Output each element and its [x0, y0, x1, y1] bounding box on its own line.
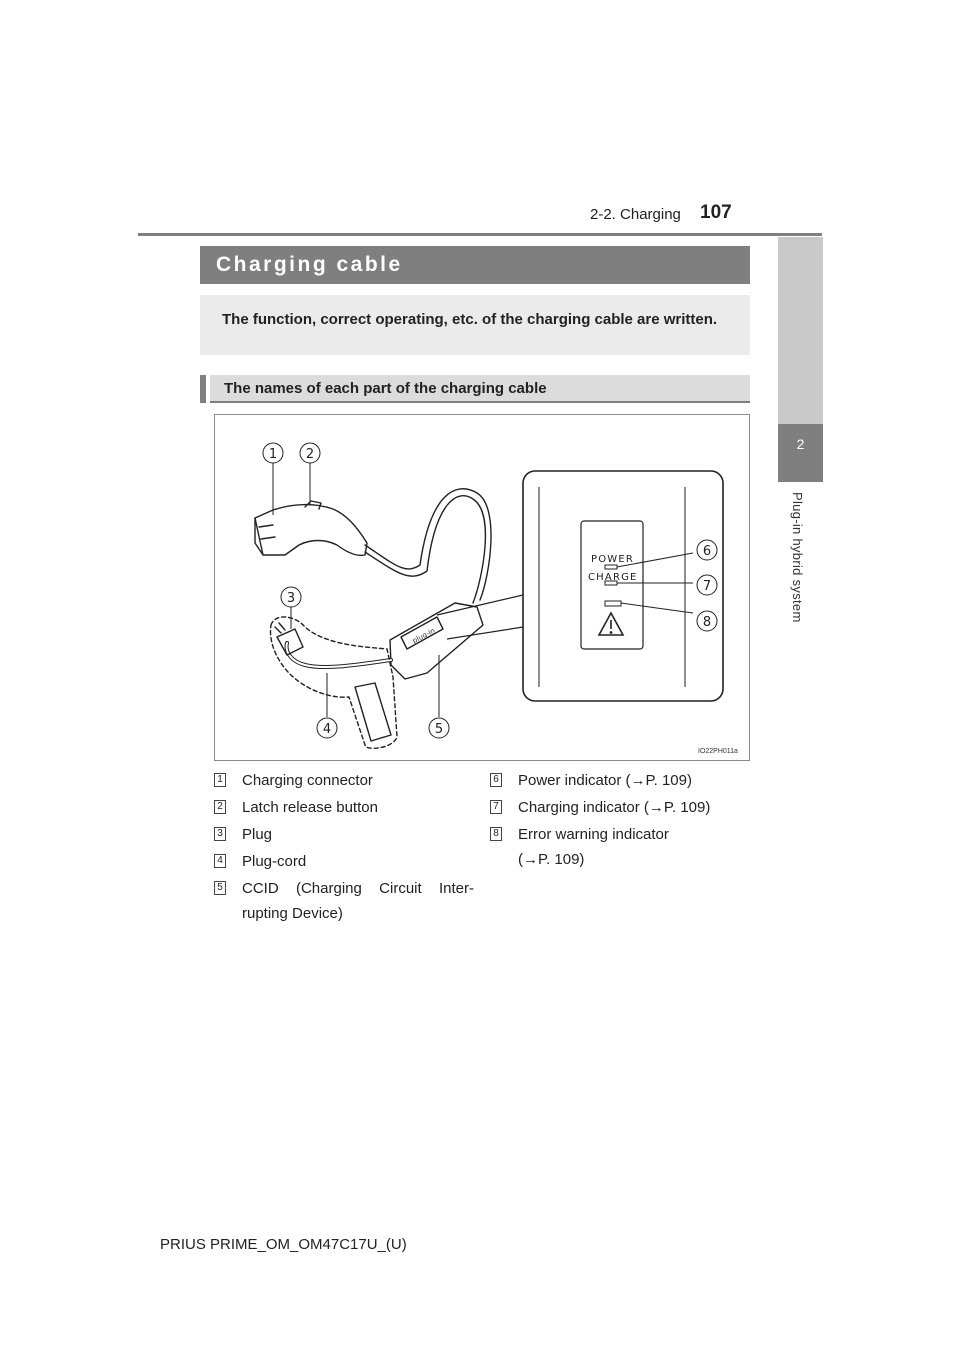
figure-code: IO22PH011a — [698, 748, 738, 755]
legend-number: 2 — [214, 800, 226, 814]
svg-text:7: 7 — [702, 579, 712, 594]
zoom-line-top — [437, 595, 523, 615]
legend-text: Power indicator (→P. 109) — [518, 772, 692, 789]
side-tab-rule — [778, 237, 823, 424]
subheading-text: The names of each part of the charging cable — [224, 380, 547, 397]
section-title-bar — [200, 246, 750, 284]
callout-3 — [281, 587, 301, 607]
callout-1 — [263, 443, 283, 463]
document-footer: PRIUS PRIME_OM_OM47C17U_(U) — [160, 1236, 407, 1253]
charging-cable-figure — [214, 414, 750, 761]
subheading-accent — [200, 375, 206, 403]
legend-number: 8 — [490, 827, 502, 841]
legend-text: Charging indicator (→P. 109) — [518, 799, 711, 816]
section-label: 2-2. Charging — [590, 206, 681, 223]
callout-4 — [317, 718, 337, 738]
subheading — [210, 375, 750, 403]
header-rule — [138, 233, 822, 236]
panel-label-charge: CHARGE — [588, 572, 638, 583]
chapter-label: Plug-in hybrid system — [790, 492, 805, 623]
svg-text:plug-in: plug-in — [411, 626, 437, 645]
legend-text-line2: (→P. 109) — [518, 851, 585, 868]
legend-number: 6 — [490, 773, 502, 787]
panel-label-power: POWER — [591, 554, 635, 565]
intro-box — [200, 295, 750, 355]
legend-number: 7 — [490, 800, 502, 814]
legend-text: Latch release button — [242, 799, 378, 816]
svg-text:3: 3 — [286, 591, 296, 606]
legend-text-line2: rupting Device) — [242, 905, 343, 922]
cable-upper-inner — [365, 496, 485, 603]
charging-cable-illustration — [215, 415, 751, 762]
indicator-inset — [523, 471, 723, 701]
callout-6 — [697, 540, 717, 560]
svg-text:8: 8 — [702, 615, 712, 630]
callout-5 — [429, 718, 449, 738]
legend-text-line1: CCID (Charging Circuit Inter- — [242, 880, 474, 897]
legend-text: Plug — [242, 826, 273, 843]
svg-text:4: 4 — [322, 722, 332, 737]
legend-number: 4 — [214, 854, 226, 868]
chapter-tab[interactable] — [778, 424, 823, 482]
connector-body — [255, 505, 367, 556]
legend-number: 1 — [214, 773, 226, 787]
intro-text: The function, correct operating, etc. of the charging cable are written. — [222, 311, 718, 328]
connector-head — [255, 518, 275, 555]
chapter-number: 2 — [796, 436, 805, 452]
legend-text-line1: Error warning indicator — [518, 826, 669, 843]
callout-7 — [697, 575, 717, 595]
page-number: 107 — [700, 202, 732, 223]
zoom-line-bottom — [447, 627, 523, 639]
svg-text:2: 2 — [305, 447, 315, 462]
legend-number: 3 — [214, 827, 226, 841]
section-title: Charging cable — [216, 253, 403, 276]
ccid-body — [390, 603, 483, 679]
legend-text: Plug-cord — [242, 853, 307, 870]
svg-text:1: 1 — [268, 447, 278, 462]
svg-text:6: 6 — [702, 544, 712, 559]
callout-8 — [697, 611, 717, 631]
callout-2 — [300, 443, 320, 463]
legend-number: 5 — [214, 881, 226, 895]
svg-text:5: 5 — [434, 722, 444, 737]
legend-text: Charging connector — [242, 772, 373, 789]
cable-upper — [365, 489, 491, 600]
